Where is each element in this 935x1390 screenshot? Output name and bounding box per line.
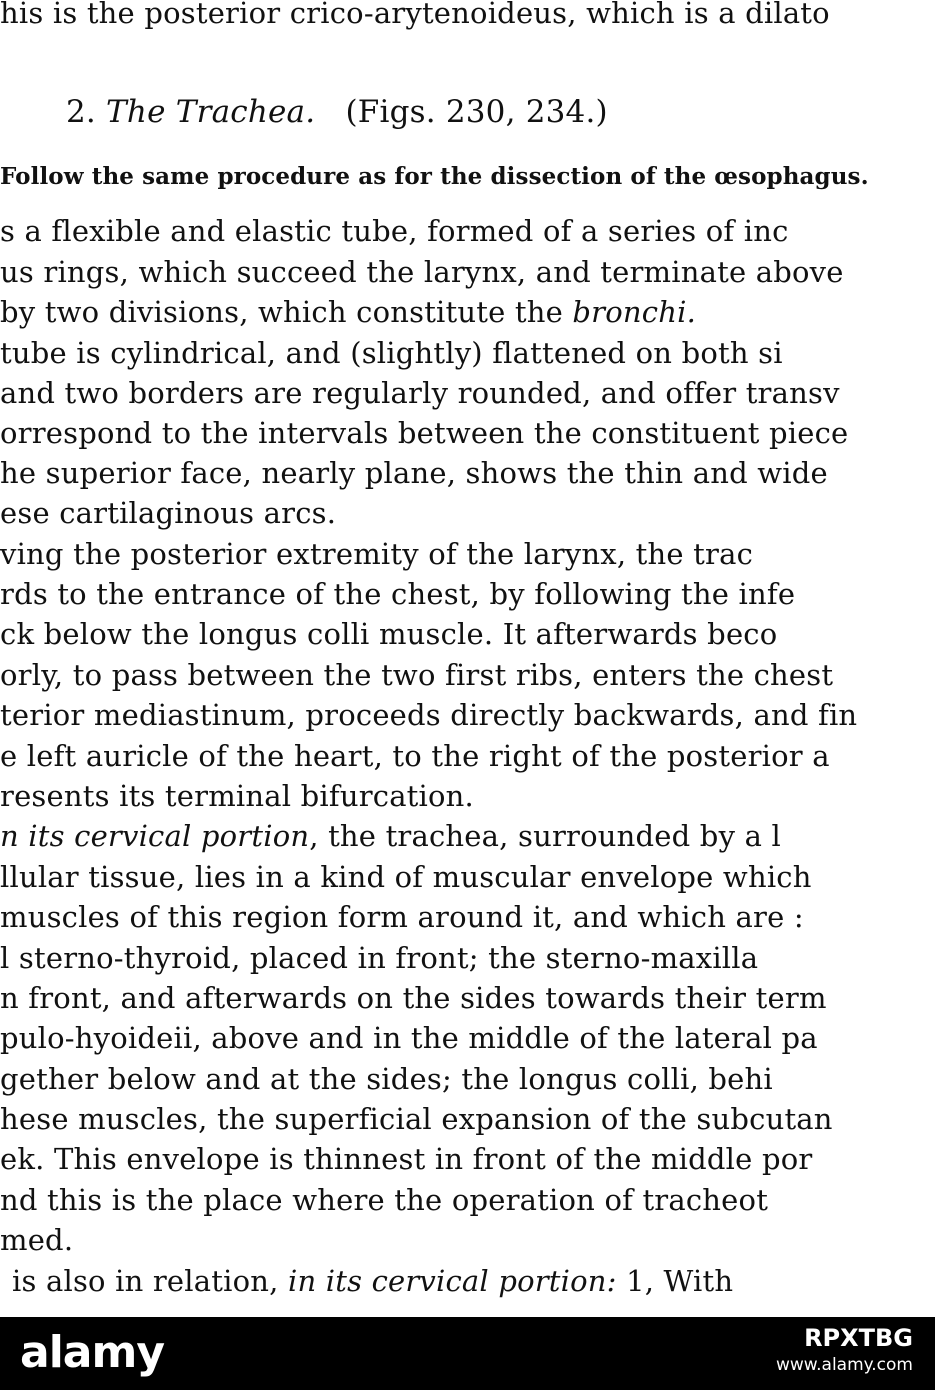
text-line-7: and two borders are regularly rounded, and offer transv (0, 376, 840, 410)
italic-cervical-portion: n its cervical portion (0, 819, 310, 853)
text-line-14: orly, to pass between the two first ribs, enters the chest (0, 658, 834, 692)
text-line-9: he superior face, nearly plane, shows the thin and wide (0, 456, 828, 490)
text-line-10: ese cartilaginous arcs. (0, 496, 337, 530)
section-heading (66, 93, 608, 131)
text-line-4: us rings, which succeed the larynx, and terminate above (0, 255, 844, 289)
text-line-29: is also in relation, in its cervical portion: 1, With (12, 1264, 734, 1298)
text-line-22: n front, and afterwards on the sides towards their term (0, 981, 827, 1015)
text-line-19: llular tissue, lies in a kind of muscular envelope which (0, 860, 812, 894)
text-line-20: muscles of this region form around it, and which are : (0, 900, 804, 934)
watermark-meta (776, 1323, 913, 1377)
image-id: RPXTBG (804, 1324, 913, 1352)
text-line-27: nd this is the place where the operation of tracheot (0, 1183, 769, 1217)
text-line-18: n its cervical portion, the trachea, surrounded by a l (0, 819, 781, 853)
text-line-25: hese muscles, the superficial expansion of the subcutan (0, 1102, 833, 1136)
text-line-11: ving the posterior extremity of the larynx, the trac (0, 537, 754, 571)
text-line-13: ck below the longus colli muscle. It afterwards beco (0, 617, 778, 651)
dissection-note: Follow the same procedure as for the dissection of the œsophagus. (0, 163, 869, 190)
heading-figs: (Figs. 230, 234.) (345, 94, 608, 130)
text-line-12: rds to the entrance of the chest, by following the infe (0, 577, 796, 611)
text-line-8: orrespond to the intervals between the constituent piece (0, 416, 849, 450)
text-line-24: gether below and at the sides; the longus colli, behi (0, 1062, 773, 1096)
text-line-28: med. (0, 1223, 74, 1257)
text-line-23: pulo-hyoideii, above and in the middle of the lateral pa (0, 1021, 818, 1055)
text-line-6: tube is cylindrical, and (slightly) flattened on both si (0, 336, 783, 370)
text-line-5: by two divisions, which constitute the bronchi. (0, 295, 696, 329)
text-line-17: resents its terminal bifurcation. (0, 779, 474, 813)
italic-bronchi: bronchi. (572, 295, 696, 329)
text-line-3: s a flexible and elastic tube, formed of a series of inc (0, 214, 789, 248)
text-line-26: ek. This envelope is thinnest in front of the middle por (0, 1142, 813, 1176)
text-line-21: l sterno-thyroid, placed in front; the sterno-maxilla (0, 941, 759, 975)
heading-number: 2. (66, 94, 96, 130)
alamy-logo: alamy (20, 1327, 164, 1378)
text-line-16: e left auricle of the heart, to the right of the posterior a (0, 739, 830, 773)
watermark-url: www.alamy.com (775, 1355, 913, 1375)
watermark-bar (0, 1317, 935, 1390)
text-line-1: his is the posterior crico-arytenoideus, which is a dilato (0, 0, 830, 30)
italic-cervical-portion-2: in its cervical portion: (287, 1264, 617, 1298)
heading-title: The Trachea. (106, 94, 316, 130)
text-line-15: terior mediastinum, proceeds directly backwards, and fin (0, 698, 858, 732)
